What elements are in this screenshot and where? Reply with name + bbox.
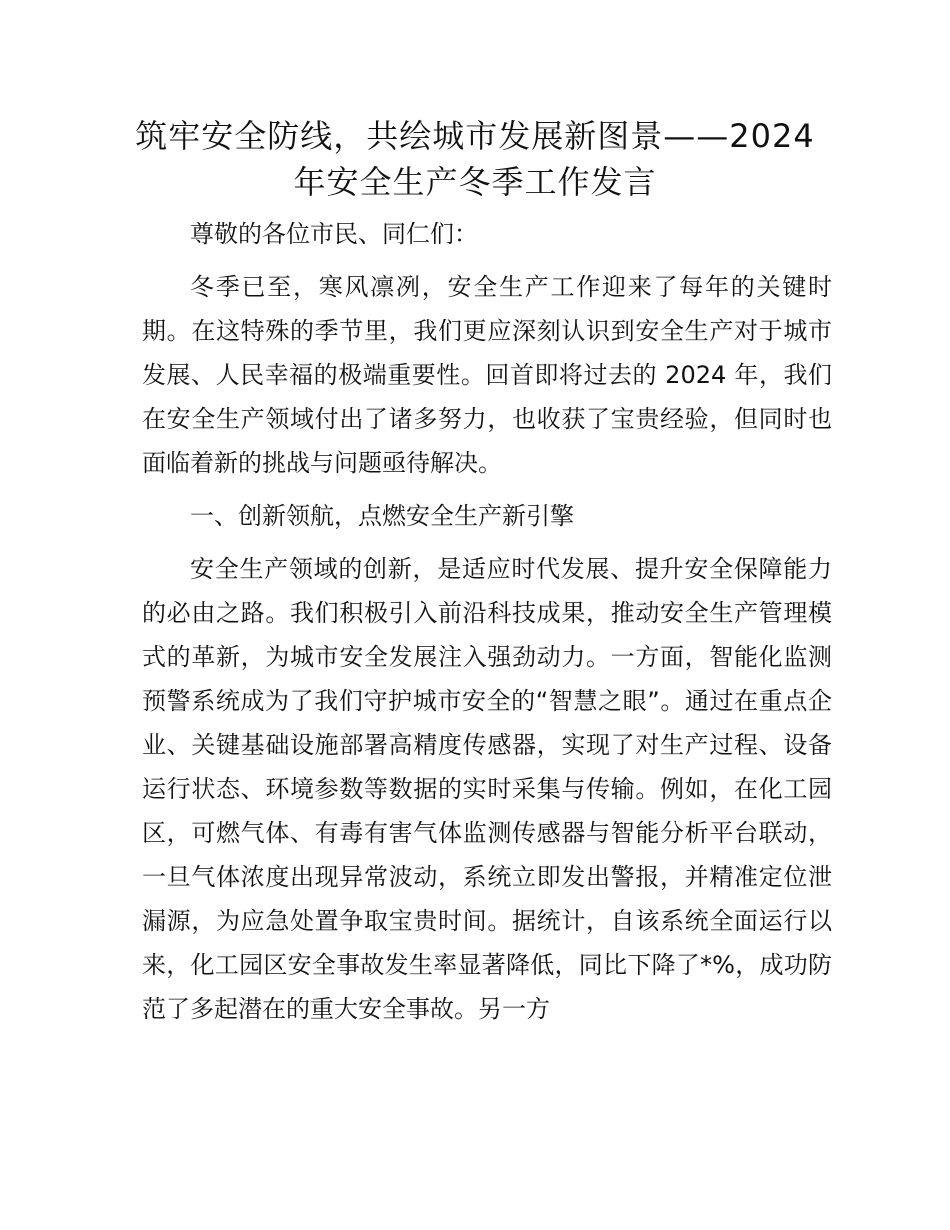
section-heading: 一、创新领航，点燃安全生产新引擎 xyxy=(190,502,574,530)
innovation-paragraph: 安全生产领域的创新，是适应时代发展、提升安全保障能力的必由之路。我们积极引入前沿科技成果，推动安全生产管理模式的革新，为城市安全发展注入强劲动力。一方面，智能化监测预警系统成为了我们守护城市安全的“智慧之眼”。通过在重点企业、关键基础设施部署高精度传感器，实现了对生产过程、设备运行状态、环境参数等数据的实时采集与传输。例如，在化工园区，可燃气体、有毒有害气体监测传感器与智能分析平台联动，一旦气体浓度出现异常波动，系统立即发出警报，并精准定位泄漏源，为应急处置争取宝贵时间。据统计，自该系统全面运行以来，化工园区安全事故发生率显著降低，同比下降了*%，成功防范了多起潜在的重大安全事故。另一方 xyxy=(142,555,832,1023)
intro-paragraph: 冬季已至，寒风凛冽，安全生产工作迎来了每年的关键时期。在这特殊的季节里，我们更应深刻认识到安全生产对于城市发展、人民幸福的极端重要性。回首即将过去的 2024 年，我们在安全生产领域付出了诸多努力，也收获了宝贵经验，但同时也面临着新的挑战与问题亟待解决。 xyxy=(142,273,832,477)
document-title: 筑牢安全防线，共绘城市发展新图景——2024年安全生产冬季工作发言 xyxy=(135,117,815,201)
salutation-paragraph: 尊敬的各位市民、同仁们： xyxy=(190,220,478,248)
document-body xyxy=(142,212,832,1040)
